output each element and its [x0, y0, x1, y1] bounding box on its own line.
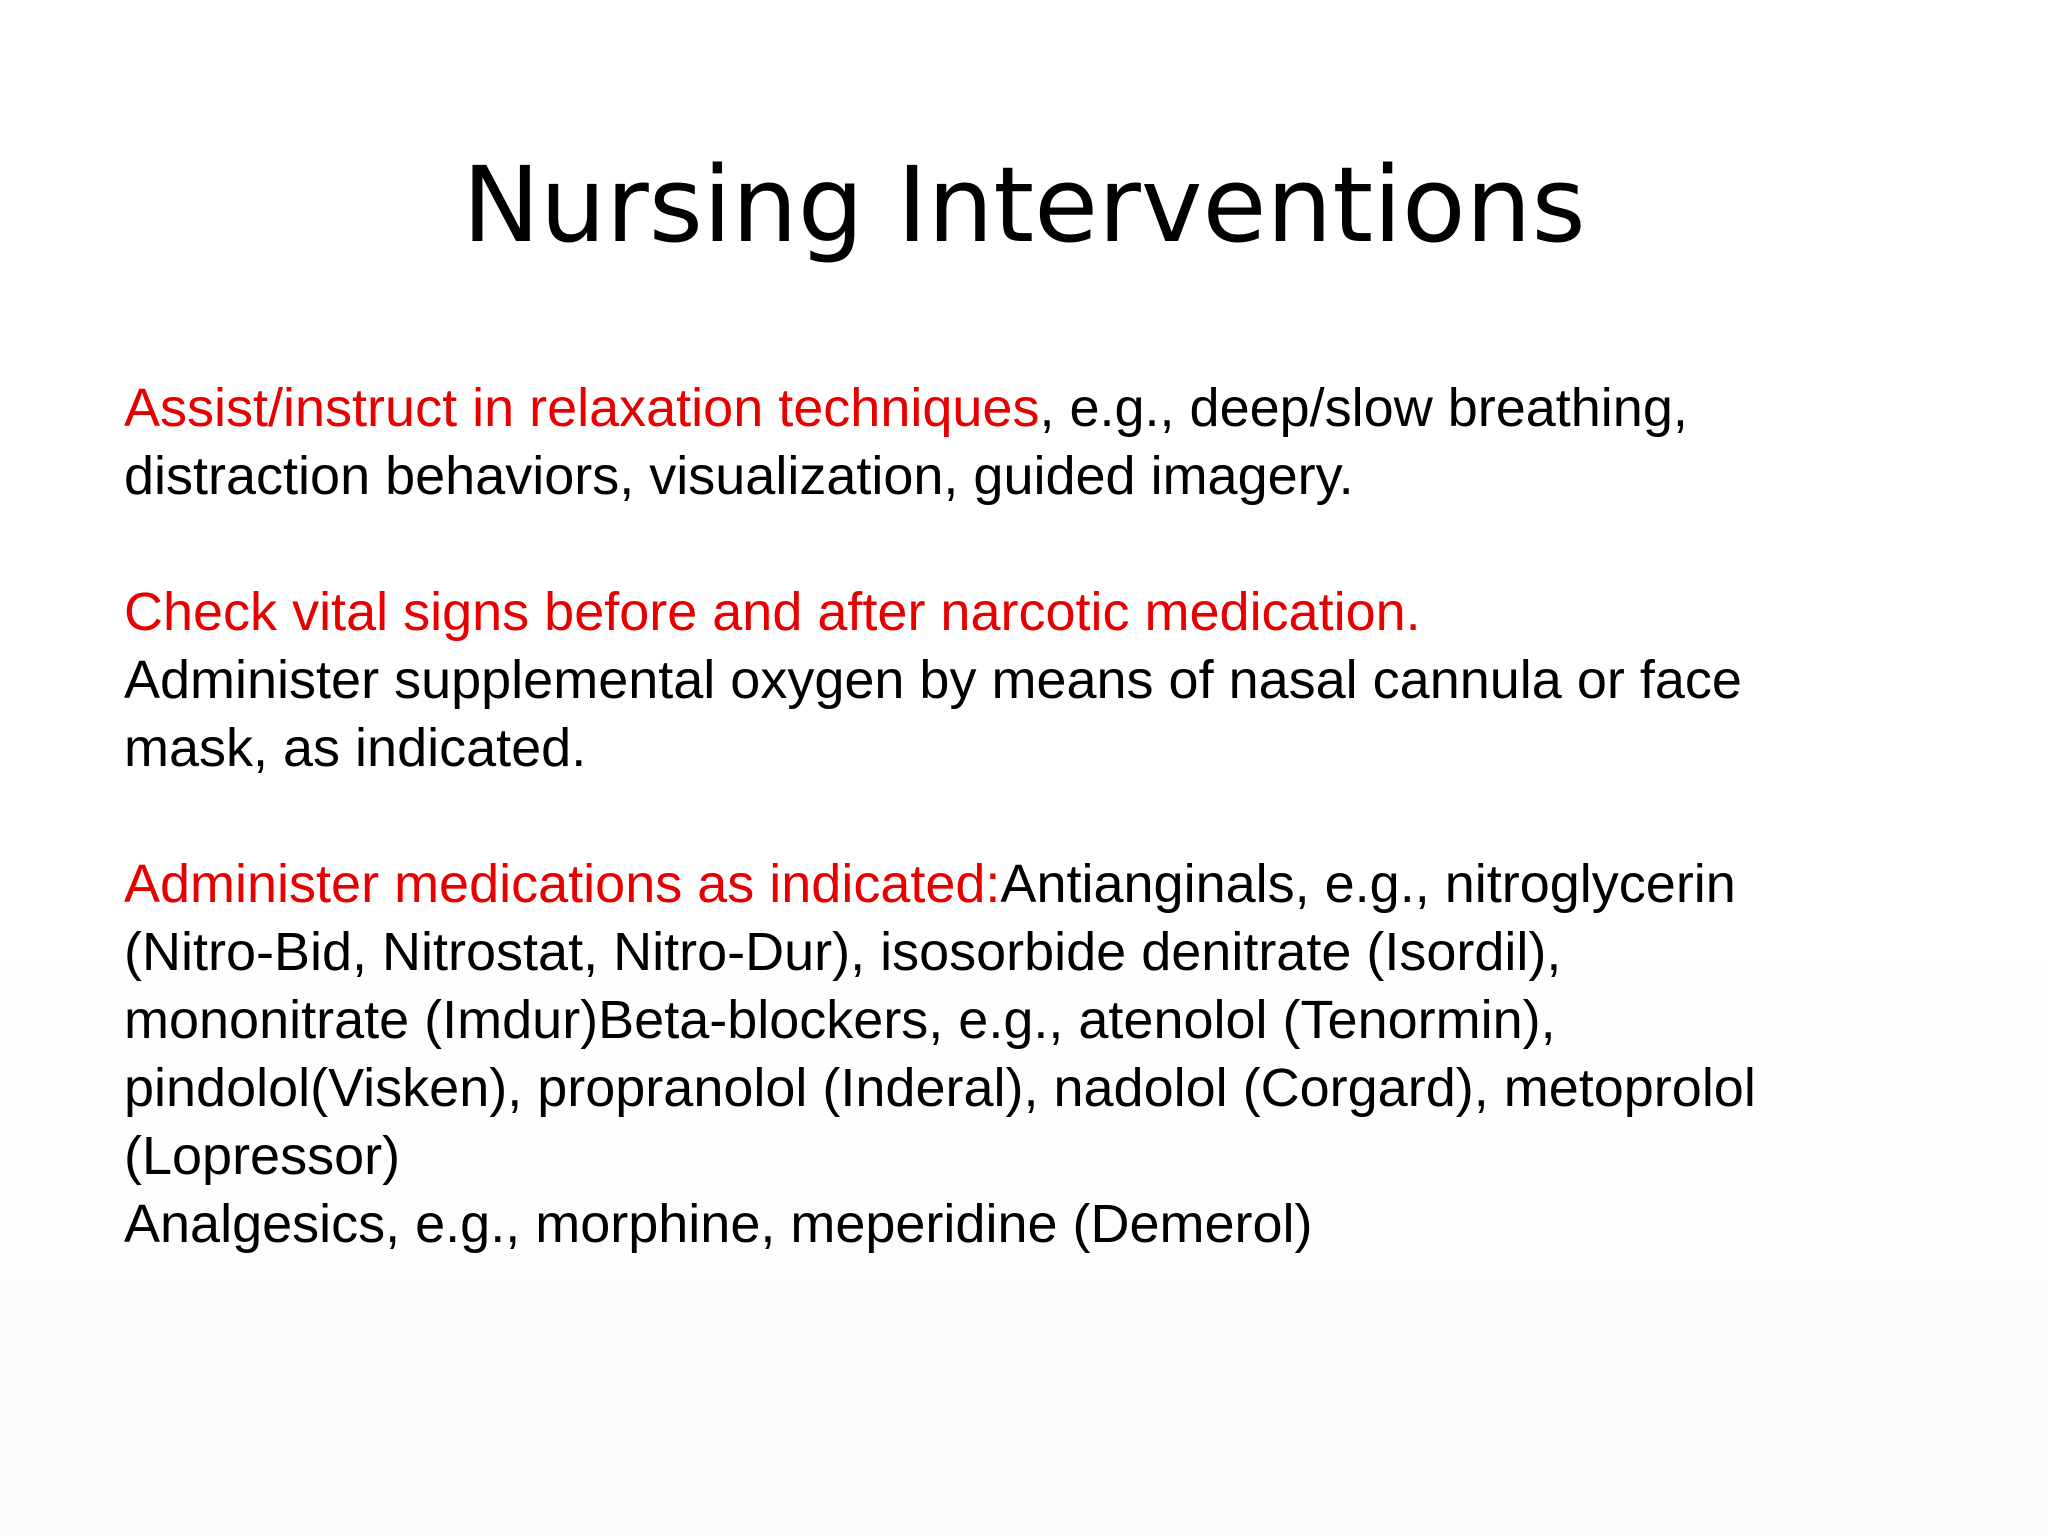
text-line: [124, 918, 1964, 986]
slide-body: [124, 374, 1964, 1258]
paragraph-relaxation: [124, 374, 1964, 510]
text-line: [124, 1122, 1964, 1190]
text-line: [124, 1054, 1964, 1122]
body-text: Administer supplemental oxygen by means of nasal cannula or face: [124, 650, 1742, 710]
text-line: [124, 374, 1964, 442]
body-text: mask, as indicated.: [124, 718, 587, 778]
body-text: mononitrate (Imdur)Beta-blockers, e.g., atenolol (Tenormin),: [124, 990, 1556, 1050]
body-text: Analgesics, e.g., morphine, meperidine (Demerol): [124, 1194, 1313, 1254]
body-text: distraction behaviors, visualization, guided imagery.: [124, 446, 1354, 506]
text-line: [124, 986, 1964, 1054]
paragraph-vital-signs: [124, 578, 1964, 782]
body-text: pindolol(Visken), propranolol (Inderal), nadolol (Corgard), metoprolol: [124, 1058, 1756, 1118]
text-line: [124, 714, 1964, 782]
text-line: [124, 850, 1964, 918]
body-text: , e.g., deep/slow breathing,: [1039, 378, 1688, 438]
paragraph-medications: [124, 850, 1964, 1258]
highlighted-text: Check vital signs before and after narcotic medication.: [124, 582, 1421, 642]
highlighted-text: Administer medications as indicated:: [124, 854, 1001, 914]
highlighted-text: Assist/instruct in relaxation techniques: [124, 378, 1040, 438]
text-line: [124, 442, 1964, 510]
text-line: [124, 1190, 1964, 1258]
body-text: (Lopressor): [124, 1126, 401, 1186]
body-text: (Nitro-Bid, Nitrostat, Nitro-Dur), isosorbide denitrate (Isordil),: [124, 922, 1562, 982]
text-line: [124, 646, 1964, 714]
text-line: [124, 578, 1964, 646]
slide-title: Nursing Interventions: [462, 144, 1586, 266]
body-text: Antianginals, e.g., nitroglycerin: [1000, 854, 1736, 914]
